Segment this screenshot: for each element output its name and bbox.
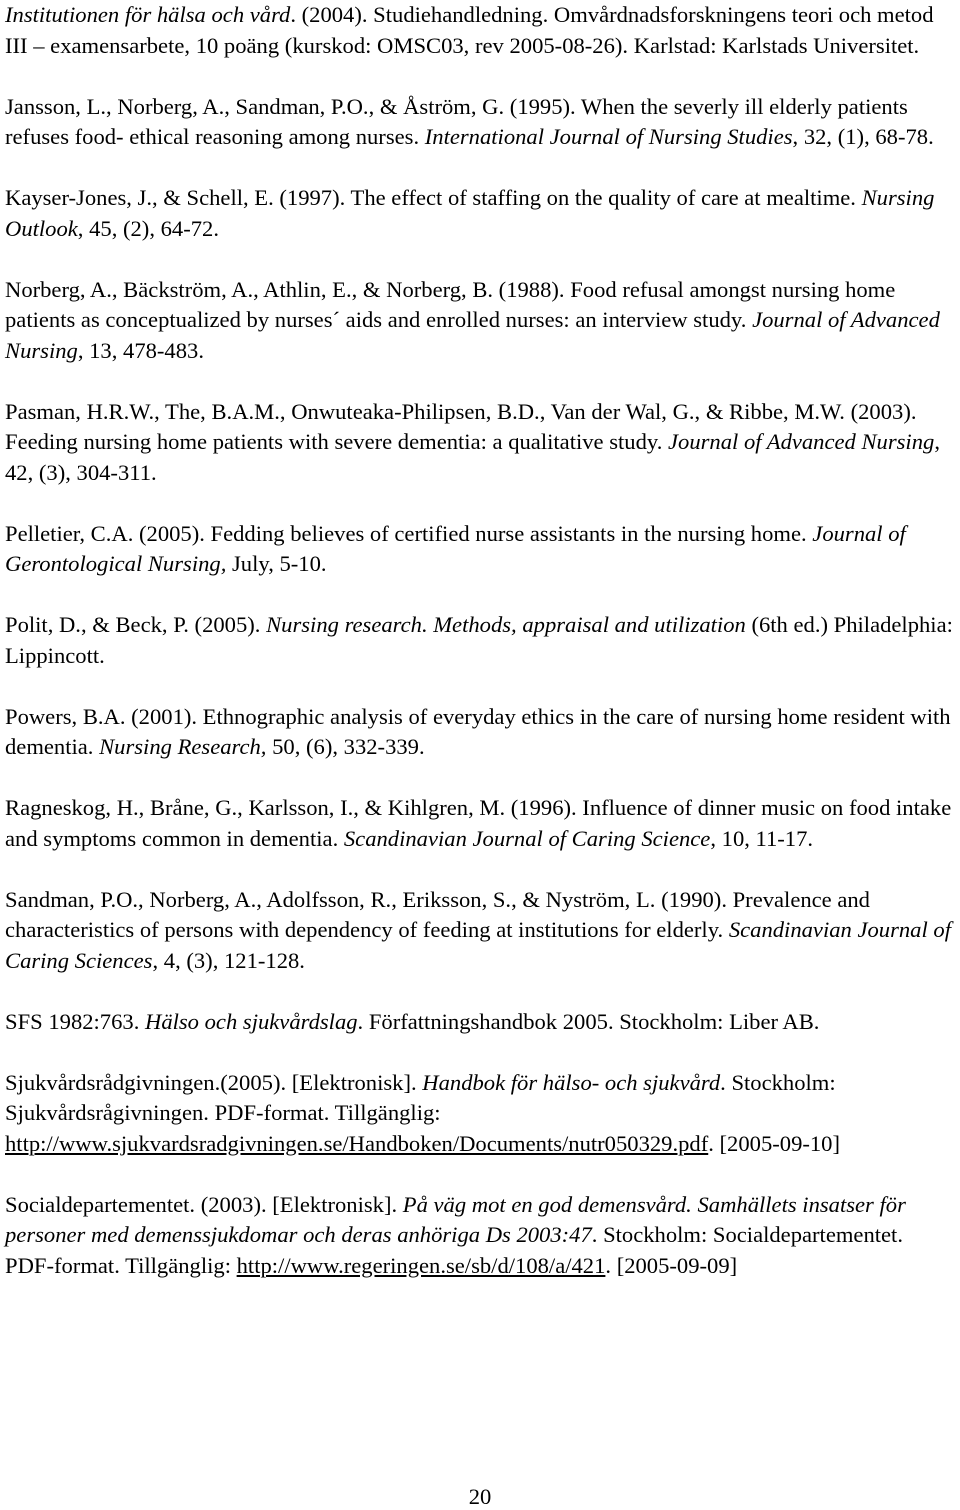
reference-text: Polit, D., & Beck, P. (2005). [5,612,267,637]
reference-source-title: På väg mot en god demensvård. Samhällets insatser för personer med demenssjukdomar och deras anhöriga Ds 2003:47 [5,1191,906,1247]
reference-text: Socialdepartementet. (2003). [Elektronisk]. [5,1191,403,1217]
reference-entry-pasman [5,397,957,489]
reference-entry-sjukvardsradgivningen [5,1068,957,1160]
reference-entry-ragneskog [5,793,957,854]
reference-entry-jansson [5,92,957,153]
reference-entry-sfs [5,1007,957,1038]
reference-source-title: Scandinavian Journal of Caring Sciences [5,917,951,973]
reference-text: Ragneskog, H., Bråne, G., Karlsson, I., & Kihlgren, M. (1996). Influence of dinner music on food intake and symptoms common in dementia. [5,795,952,851]
reference-text: , 13, 478-483. [77,337,204,363]
reference-text: Kayser-Jones, J., & Schell, E. (1997). The effect of staffing on the quality of care at mealtime. [5,185,862,210]
reference-text: . [2005-09-09] [605,1252,738,1278]
reference-link[interactable]: http://www.sjukvardsradgivningen.se/Handboken/Documents/nutr050329.pdf [5,1130,709,1156]
reference-source-title: Nursing Outlook [5,185,935,241]
reference-text: , 45, (2), 64-72. [77,215,219,241]
reference-text: Pasman, H.R.W., The, B.A.M., Onwuteaka-Philipsen, B.D., Van der Wal, G., & Ribbe, M.W. (2003). Feeding nursing home patients with severe dementia: a qualitative study. [5,398,917,454]
reference-source-title: Scandinavian Journal of Caring Science [343,825,711,851]
reference-text: Jansson, L., Norberg, A., Sandman, P.O., & Åström, G. (1995). When the severly ill elderly patients refuses food- ethical reasoning among nurses. [5,93,908,149]
reference-source-title: Nursing Research, [99,734,267,759]
reference-source-title: Institutionen för hälsa och vård [5,2,291,27]
reference-text: . Stockholm: Sjukvårdsrågivningen. PDF-format. Tillgänglig: [5,1069,836,1125]
reference-text: , 32, (1), 68-78. [792,124,934,149]
reference-text: . [2005-09-10] [708,1130,841,1156]
page-number: 20 [468,1484,492,1509]
reference-text: Norberg, A., Bäckström, A., Athlin, E., & Norberg, B. (1988). Food refusal amongst nursing home patients as conceptualized by nurses´ aids and enrolled nurses: an interview study. [5,276,896,332]
reference-text: Pelletier, C.A. (2005). Fedding believes of certified nurse assistants in the nursing home. [5,520,813,546]
reference-link[interactable]: http://www.regeringen.se/sb/d/108/a/421 [236,1252,606,1278]
reference-text: . (2004). Studiehandledning. Omvårdnadsforskningens teori och metod III – examensarbete, 10 poäng (kurskod: OMSC03, rev 2005-08-26). Karlstad: Karlstads Universitet. [5,2,934,58]
reference-list [5,0,957,1312]
reference-entry-institutionen [5,0,957,61]
reference-text: SFS 1982:763. [5,1008,145,1034]
reference-source-title: Handbok för hälso- och sjukvård [422,1069,721,1095]
reference-entry-kayser-jones [5,183,957,244]
reference-entry-pelletier [5,519,957,580]
reference-source-title: Journal of Advanced Nursing [5,307,940,363]
reference-text: Sjukvårdsrådgivningen.(2005). [Elektronisk]. [5,1069,423,1095]
reference-text: Sandman, P.O., Norberg, A., Adolfsson, R., Eriksson, S., & Nyström, L. (1990). Prevalence and characteristics of persons with dependency of feeding at institutions for elderly. [5,886,870,942]
reference-entry-socialdepartementet [5,1190,957,1282]
reference-source-title: Journal of Gerontological Nursing, [5,520,906,576]
reference-entry-polit [5,610,957,671]
reference-entry-sandman [5,885,957,977]
reference-text: Powers, B.A. (2001). Ethnographic analysis of everyday ethics in the care of nursing home resident with dementia. [5,703,951,759]
reference-text: , 42, (3), 304-311. [5,429,940,485]
reference-text: . Författningshandbok 2005. Stockholm: Liber AB. [357,1008,820,1034]
reference-text: July, 5-10. [226,551,327,576]
reference-text: (6th ed.) Philadelphia: Lippincott. [5,612,953,668]
reference-text: , 10, 11-17. [710,825,814,851]
reference-source-title: Nursing research. Methods, appraisal and utilization [266,612,746,637]
reference-text: . Stockholm: Socialdepartementet. PDF-format. Tillgänglig: [5,1222,903,1278]
reference-source-title: Journal of Advanced Nursing [668,429,935,454]
reference-source-title: International Journal of Nursing Studies [424,124,793,149]
reference-entry-norberg [5,275,957,367]
reference-text: 50, (6), 332-339. [266,734,425,759]
reference-entry-powers [5,702,957,763]
reference-text: , 4, (3), 121-128. [152,947,305,973]
reference-source-title: Hälso och sjukvårdslag [145,1008,358,1034]
